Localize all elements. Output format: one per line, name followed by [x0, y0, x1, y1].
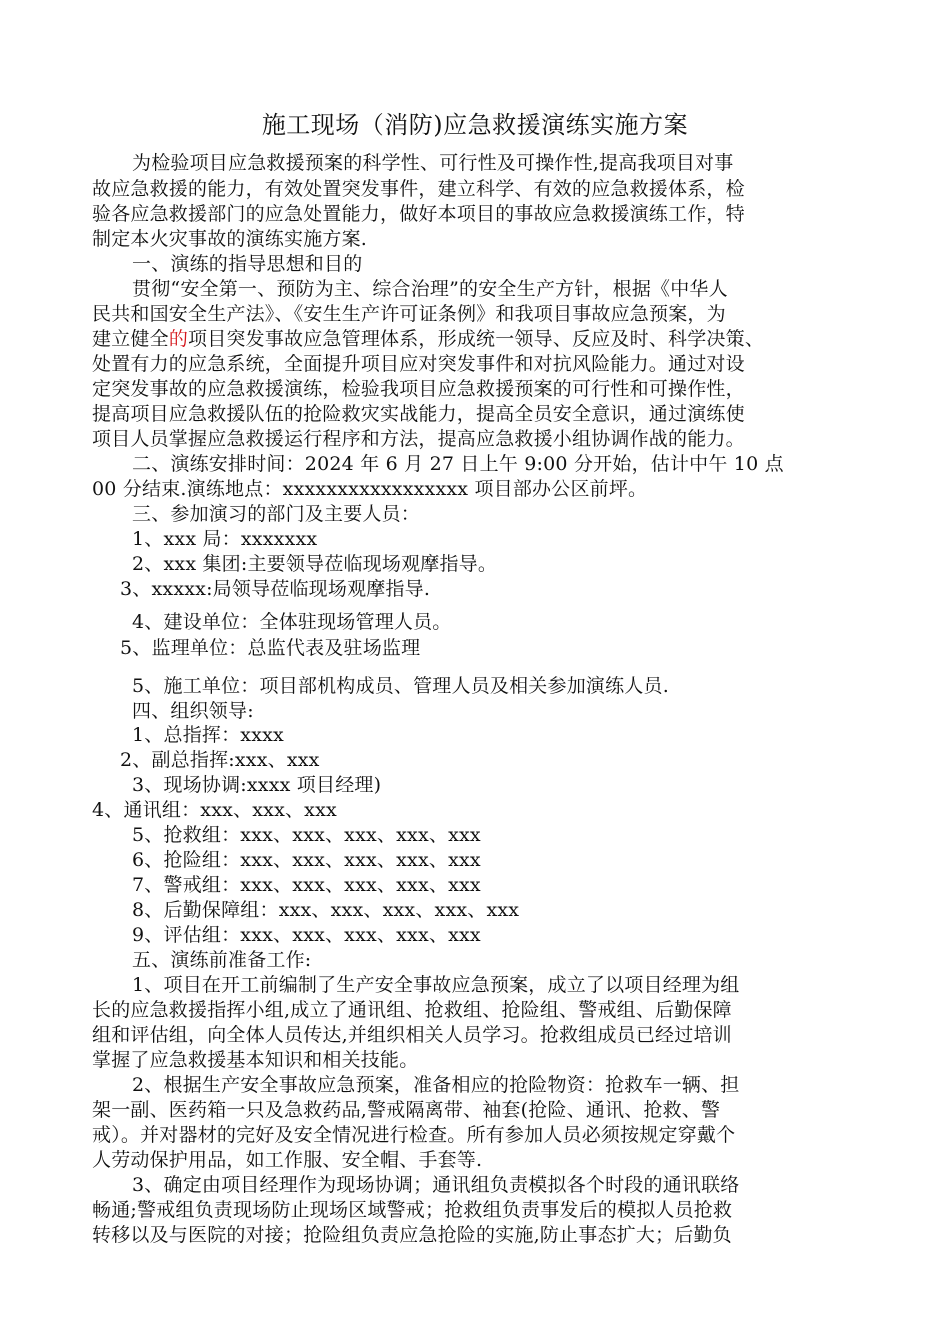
organization-item: 2、副总指挥:xxx、xxx — [120, 749, 320, 771]
section-1-line-6: 提高项目应急救援队伍的抢险救灾实战能力，提高全员安全意识，通过演练使 — [92, 403, 745, 425]
intro-line-2: 故应急救援的能力，有效处置突发事件，建立科学、有效的应急救援体系，检 — [92, 178, 745, 200]
section-1-line-3-part-a: 建立健全 — [92, 328, 169, 350]
prep-paragraph-3-line: 转移以及与医院的对接；抢险组负责应急抢险的实施,防止事态扩大；后勤负 — [92, 1224, 732, 1246]
organization-item: 1、总指挥：xxxx — [132, 724, 284, 746]
intro-line-4: 制定本火灾事故的演练实施方案. — [92, 228, 368, 250]
organization-item: 8、后勤保障组：xxx、xxx、xxx、xxx、xxx — [132, 899, 520, 921]
section-1-heading: 一、演练的指导思想和目的 — [132, 253, 363, 275]
section-1-line-2: 民共和国安全生产法》、《安生生产许可证条例》和我项目事故应急预案，为 — [92, 303, 726, 325]
prep-paragraph-2-line: 架一副、医药箱一只及急救药品,警戒隔离带、袖套(抢险、通讯、抢救、警 — [92, 1099, 721, 1121]
section-1-line-3-part-b: 项目突发事故应急管理体系，形成统一领导、反应及时、科学决策、 — [188, 328, 765, 350]
section-1-line-5: 定突发事故的应急救援演练，检验我项目应急救援预案的可行性和可操作性， — [92, 378, 745, 400]
document-title: 施工现场（消防)应急救援演练实施方案 — [261, 111, 689, 139]
organization-item: 5、抢救组：xxx、xxx、xxx、xxx、xxx — [132, 824, 481, 846]
highlighted-word: 的 — [168, 328, 189, 350]
prep-paragraph-2-line: 戒）。并对器材的完好及安全情况进行检查。所有参加人员必须按规定穿戴个 — [92, 1124, 736, 1146]
section-1-line-1: 贯彻“安全第一、预防为主、综合治理”的安全生产方针，根据《中华人 — [132, 278, 728, 300]
prep-paragraph-3-line: 3、确定由项目经理作为现场协调；通讯组负责模拟各个时段的通讯联络 — [132, 1174, 740, 1196]
prep-paragraph-1-line: 掌握了应急救援基本知识和相关技能。 — [92, 1049, 419, 1071]
prep-paragraph-1-line: 组和评估组，向全体人员传达,并组织相关人员学习。抢救组成员已经过培训 — [92, 1024, 732, 1046]
organization-item: 6、抢险组：xxx、xxx、xxx、xxx、xxx — [132, 849, 481, 871]
participant-item: 5、监理单位：总监代表及驻场监理 — [120, 637, 421, 659]
intro-line-1: 为检验项目应急救援预案的科学性、可行性及可操作性,提高我项目对事 — [132, 152, 734, 174]
prep-paragraph-1-line: 1、项目在开工前编制了生产安全事故应急预案，成立了以项目经理为组 — [132, 974, 740, 996]
participant-item: 4、建设单位：全体驻现场管理人员。 — [132, 611, 452, 633]
organization-item: 9、评估组：xxx、xxx、xxx、xxx、xxx — [132, 924, 481, 946]
organization-item: 4、通讯组：xxx、xxx、xxx — [92, 799, 337, 821]
intro-line-3: 验各应急救援部门的应急处置能力，做好本项目的事故应急救援演练工作，特 — [92, 203, 745, 225]
organization-item: 3、现场协调:xxxx 项目经理) — [132, 774, 382, 796]
prep-paragraph-2-line: 人劳动保护用品，如工作服、安全帽、手套等. — [92, 1149, 483, 1171]
section-3-heading: 三、参加演习的部门及主要人员： — [132, 503, 421, 525]
prep-paragraph-3-line: 畅通;警戒组负责现场防止现场区域警戒；抢救组负责事发后的模拟人员抢救 — [92, 1199, 733, 1221]
section-2-line-2: 00 分结束.演练地点：xxxxxxxxxxxxxxxxx 项目部办公区前坪。 — [92, 478, 648, 500]
prep-paragraph-1-line: 长的应急救援指挥小组,成立了通讯组、抢救组、抢险组、警戒组、后勤保障 — [92, 999, 732, 1021]
prep-paragraph-2-line: 2、根据生产安全事故应急预案，准备相应的抢险物资：抢救车一辆、担 — [132, 1074, 740, 1096]
section-2-line-1: 二、演练安排时间：2024 年 6 月 27 日上午 9:00 分开始，估计中午 10 点 — [132, 453, 784, 475]
section-1-line-3 — [92, 327, 764, 351]
participant-item: 1、xxx 局：xxxxxxx — [132, 528, 318, 550]
participant-item: 3、xxxxx:局领导莅临现场观摩指导. — [120, 578, 431, 600]
participant-item: 5、施工单位：项目部机构成员、管理人员及相关参加演练人员. — [132, 675, 669, 697]
section-1-line-4: 处置有力的应急系统，全面提升项目应对突发事件和对抗风险能力。通过对设 — [92, 353, 745, 375]
section-4-heading: 四、组织领导: — [132, 700, 254, 722]
organization-item: 7、警戒组：xxx、xxx、xxx、xxx、xxx — [132, 874, 481, 896]
section-5-heading: 五、演练前准备工作: — [132, 949, 312, 971]
participant-item: 2、xxx 集团:主要领导莅临现场观摩指导。 — [132, 553, 498, 575]
section-1-line-7: 项目人员掌握应急救援运行程序和方法，提高应急救援小组协调作战的能力。 — [92, 428, 745, 450]
